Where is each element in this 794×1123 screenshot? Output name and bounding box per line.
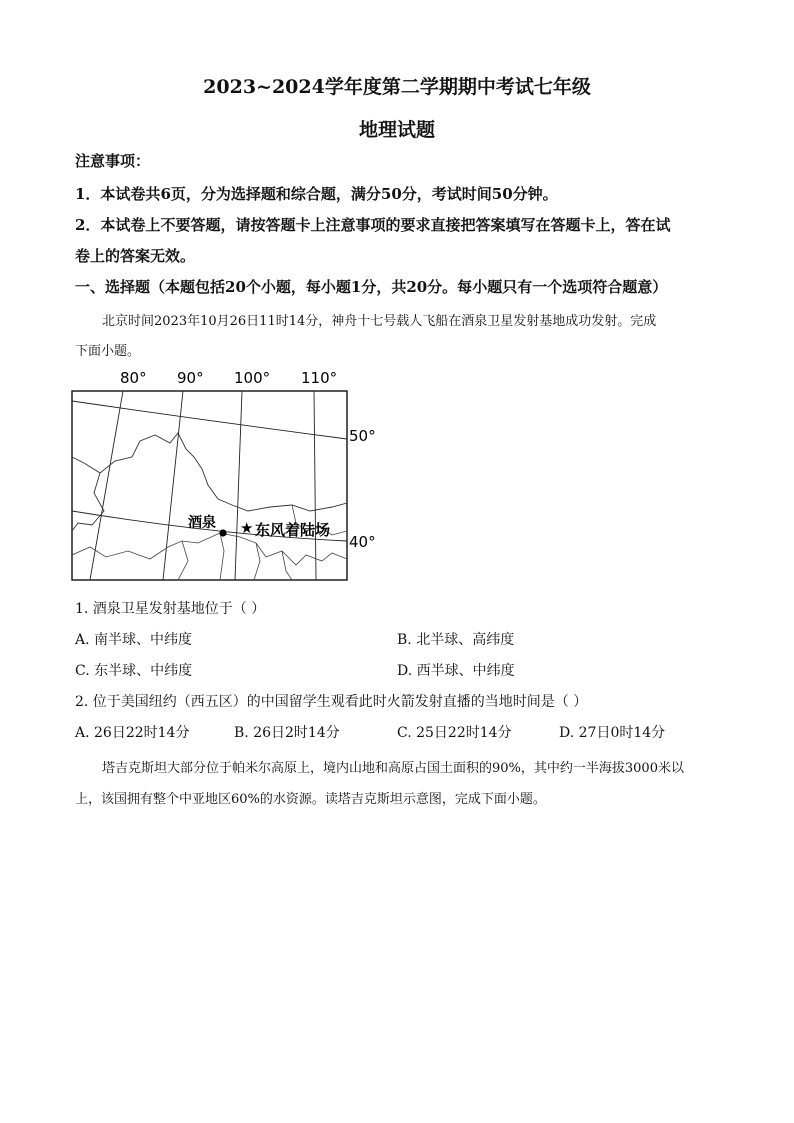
question-2-option-d[interactable]: D. 27日0时14分: [559, 725, 666, 741]
passage-1-line-2: 下面小题。: [75, 344, 141, 359]
question-1-option-d[interactable]: D. 西半球、中纬度: [397, 663, 515, 679]
question-2-option-b[interactable]: B. 26日2时14分: [234, 725, 340, 741]
question-1-option-b[interactable]: B. 北半球、高纬度: [397, 632, 515, 648]
jiuquan-dot-marker: [219, 529, 226, 536]
question-1-option-c[interactable]: C. 东半球、中纬度: [75, 663, 193, 679]
section-heading-choice: 一、选择题（本题包括20个小题，每小题1分，共20分。每小题只有一个选项符合题意）: [75, 278, 668, 296]
passage-2-line-2: 上，该国拥有整个中亚地区60%的水资源。读塔吉克斯坦示意图，完成下面小题。: [75, 792, 546, 807]
location-map: [70, 365, 376, 585]
notice-item-1: 1．本试卷共6页，分为选择题和综合题，满分50分，考试时间50分钟。: [75, 185, 558, 203]
passage-2-line-1: 塔吉克斯坦大部分位于帕米尔高原上，境内山地和高原占国土面积的90%，其中约一半海拔3000米以: [102, 761, 684, 776]
notice-item-2-line-2: 卷上的答案无效。: [75, 247, 196, 265]
question-2-option-c[interactable]: C. 25日22时14分: [397, 725, 512, 741]
notice-item-2-line-1: 2．本试卷上不要答题，请按答题卡上注意事项的要求直接把答案填写在答题卡上，答在试: [75, 216, 671, 234]
lon-label-110: 110°: [301, 369, 338, 387]
lat-label-50: 50°: [349, 427, 376, 445]
dongfeng-label: 东风着陆场: [255, 521, 331, 539]
lon-label-80: 80°: [120, 369, 147, 387]
exam-title: 2023~2024学年度第二学期期中考试七年级: [203, 76, 591, 98]
passage-1-line-1: 北京时间2023年10月26日11时14分，神舟十七号载人飞船在酒泉卫星发射基地成功发射。完成: [102, 314, 657, 329]
question-2-option-a[interactable]: A. 26日22时14分: [75, 725, 190, 741]
lat-label-40: 40°: [349, 533, 376, 551]
lon-label-100: 100°: [234, 369, 271, 387]
map-frame: [72, 391, 347, 580]
lon-label-90: 90°: [177, 369, 204, 387]
question-1-stem: 1. 酒泉卫星发射基地位于（ ）: [75, 601, 266, 617]
jiuquan-label: 酒泉: [188, 515, 216, 531]
notice-heading: 注意事项：: [75, 152, 151, 170]
question-2-stem: 2. 位于美国纽约（西五区）的中国留学生观看此时火箭发射直播的当地时间是（ ）: [75, 694, 588, 710]
exam-subtitle: 地理试题: [358, 119, 435, 141]
question-1-option-a[interactable]: A. 南半球、中纬度: [75, 632, 193, 648]
dongfeng-star-icon: ★: [240, 519, 254, 537]
